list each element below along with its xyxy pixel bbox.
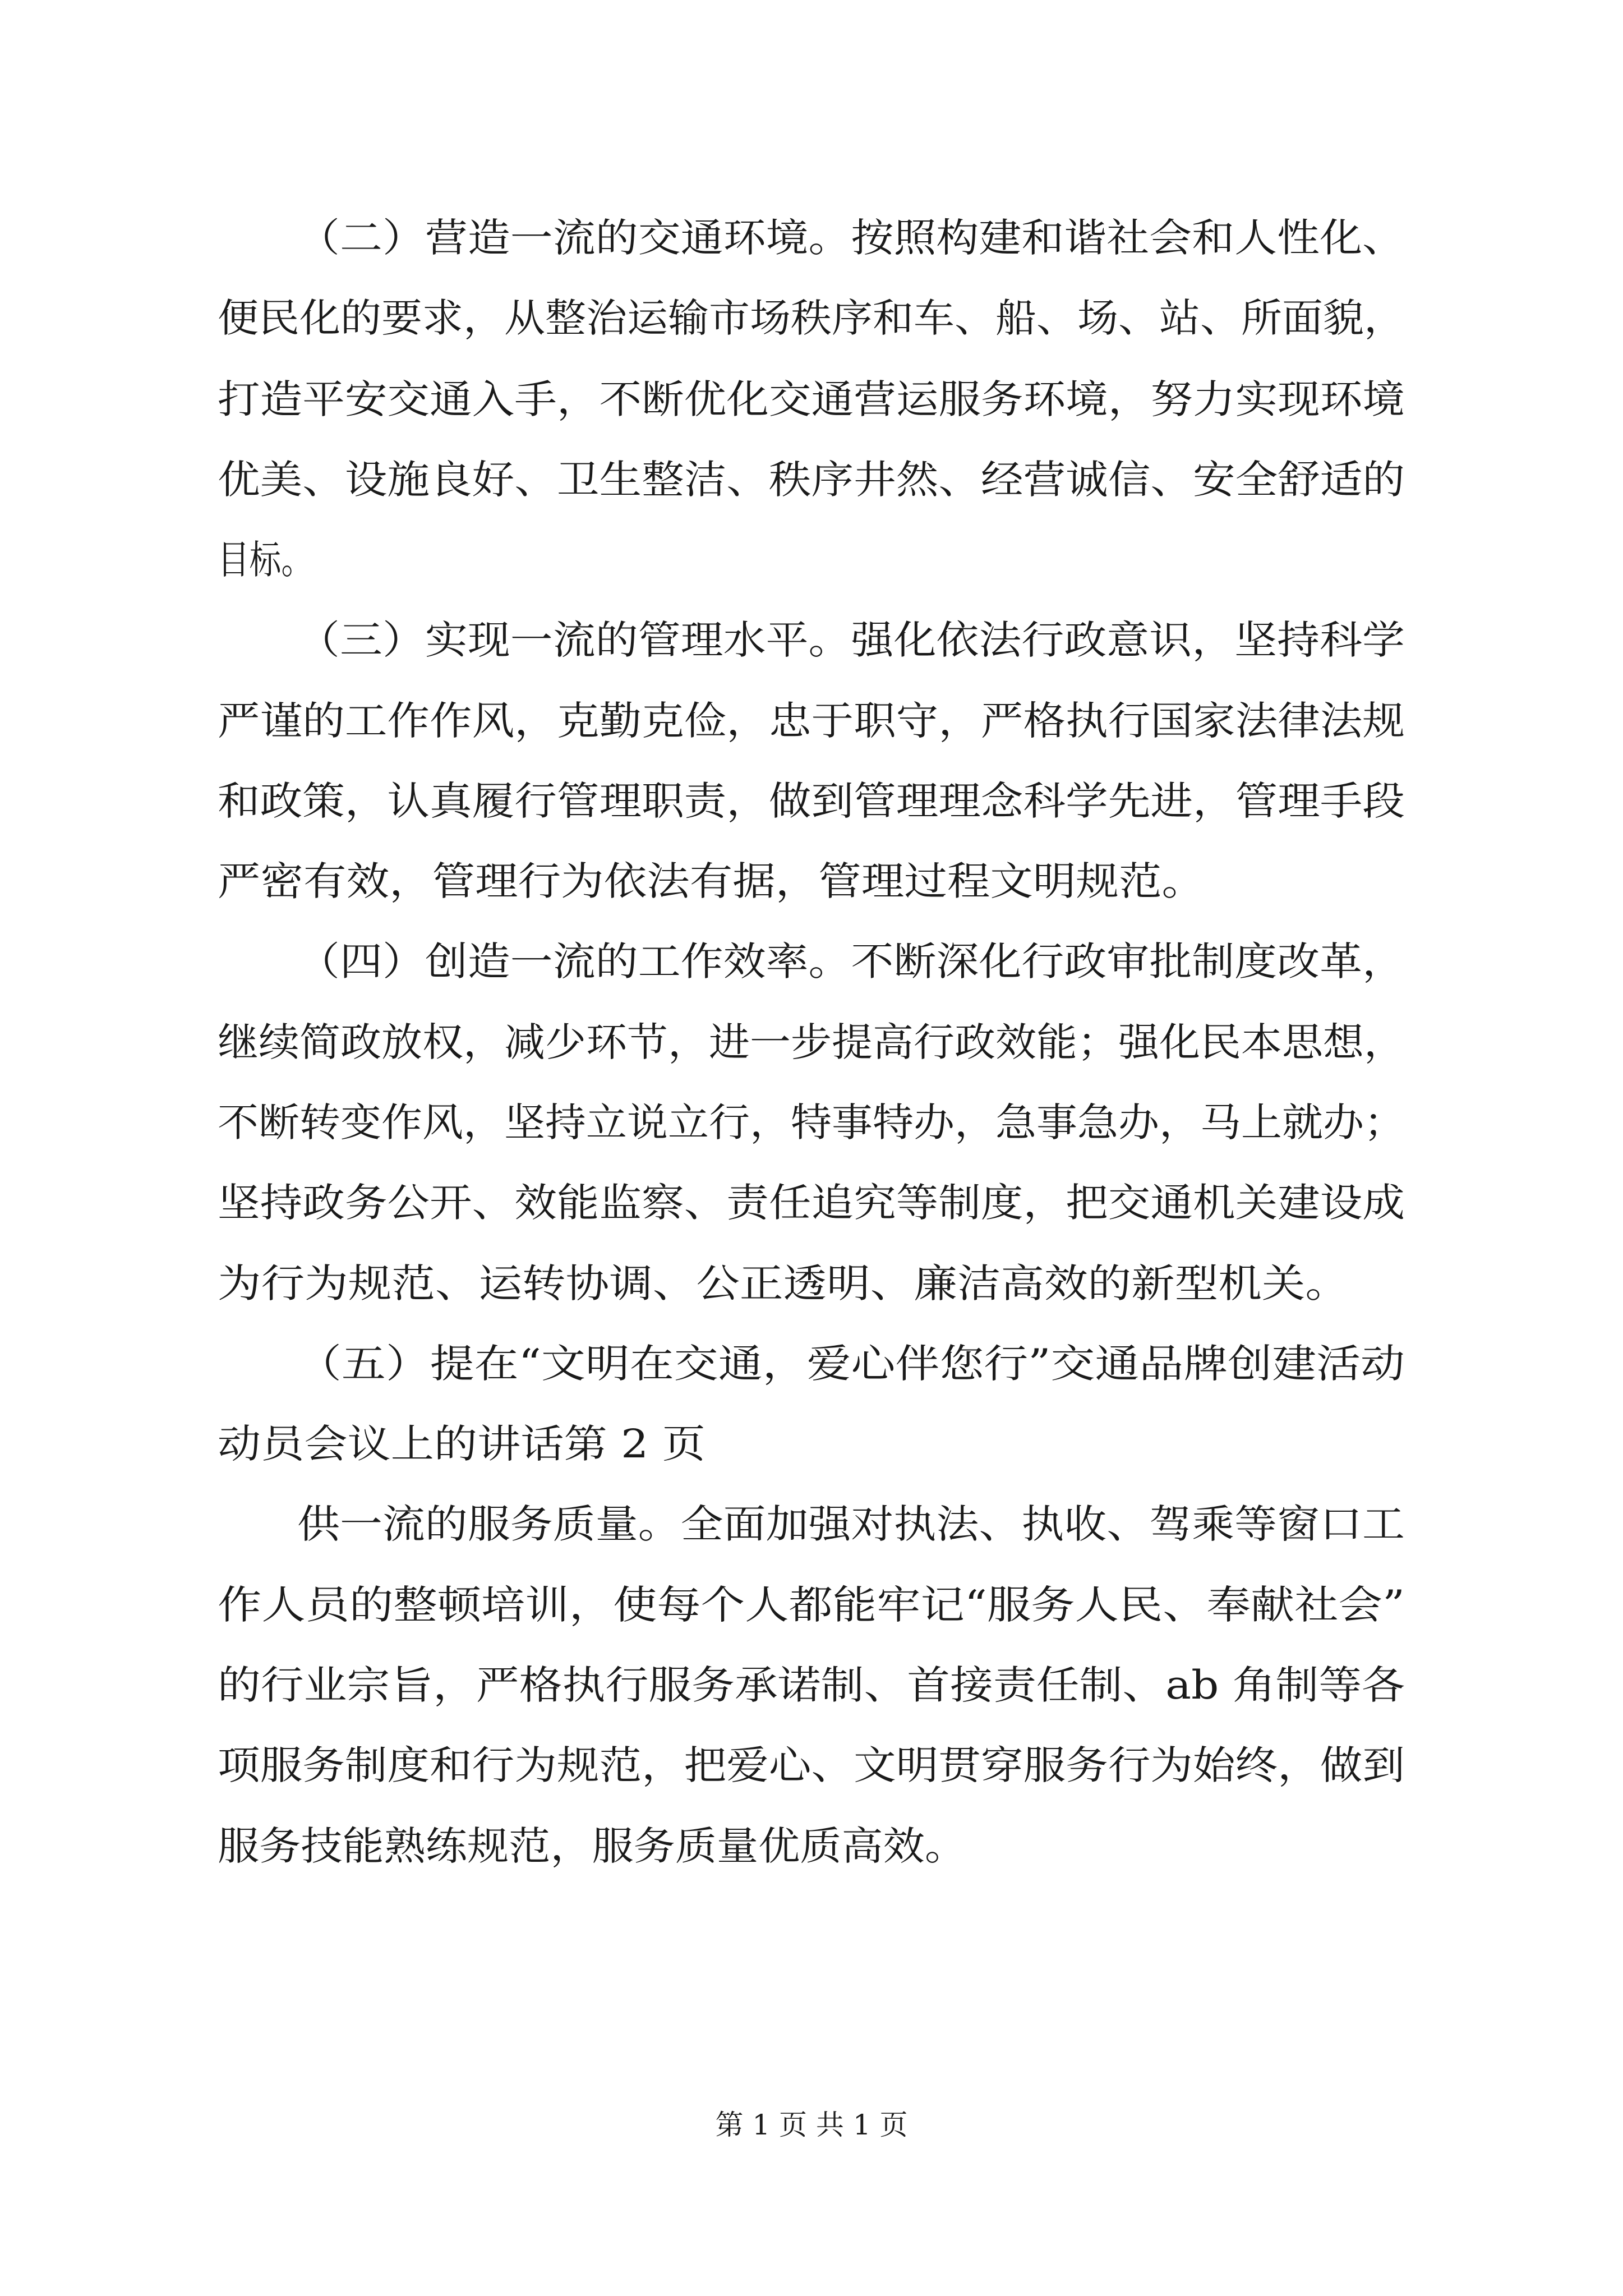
line-text: 为行为规范、运转协调、公正透明、廉洁高效的新型机关。	[218, 1260, 1349, 1306]
line-text: 服务技能熟练规范，服务质量优质高效。	[218, 1823, 966, 1869]
text-line	[0, 853, 1623, 909]
text-line	[0, 773, 1623, 829]
line-text: 动员会议上的讲话第 2 页	[218, 1421, 706, 1467]
text-line	[0, 1094, 1623, 1151]
line-text: 继续简政放权，减少环节，进一步提高行政效能；强化民本思想，	[218, 1019, 1405, 1065]
line-text: （四）创造一流的工作效率。不断深化行政审批制度改革，	[297, 938, 1405, 984]
line-text: 供一流的服务质量。全面加强对执法、执收、驾乘等窗口工	[297, 1501, 1405, 1547]
line-text: 坚持政务公开、效能监察、责任追究等制度，把交通机关建设成	[218, 1180, 1405, 1226]
text-line	[0, 1577, 1623, 1633]
line-text: 严密有效，管理行为依法有据，管理过程文明规范。	[218, 858, 1205, 904]
text-line	[0, 290, 1623, 346]
text-line	[0, 1657, 1623, 1713]
line-text: 的行业宗旨，严格执行服务承诺制、首接责任制、ab 角制等各	[218, 1662, 1405, 1708]
line-text: 打造平安交通入手，不断优化交通营运服务环境，努力实现环境	[218, 376, 1405, 422]
line-text: 严谨的工作作风，克勤克俭，忠于职守，严格执行国家法律法规	[218, 698, 1405, 744]
text-line	[0, 612, 1623, 668]
text-line	[0, 1496, 1623, 1552]
text-line	[0, 371, 1623, 427]
text-line	[0, 1416, 1623, 1472]
text-line	[0, 1175, 1623, 1231]
text-line	[0, 532, 1623, 588]
text-line	[0, 693, 1623, 749]
text-line	[0, 1014, 1623, 1070]
text-line	[0, 933, 1623, 990]
line-text: 目标。	[218, 537, 313, 583]
text-line	[0, 1336, 1623, 1392]
text-line	[0, 210, 1623, 266]
line-text: 项服务制度和行为规范，把爱心、文明贯穿服务行为始终，做到	[218, 1742, 1405, 1788]
text-line	[0, 1737, 1623, 1793]
page-footer	[0, 2102, 1623, 2147]
line-text: 不断转变作风，坚持立说立行，特事特办，急事急办，马上就办；	[218, 1099, 1405, 1145]
line-text: 和政策，认真履行管理职责，做到管理理念科学先进，管理手段	[218, 778, 1405, 824]
line-text: （三）实现一流的管理水平。强化依法行政意识，坚持科学	[297, 617, 1405, 663]
line-text: 优美、设施良好、卫生整洁、秩序井然、经营诚信、安全舒适的	[218, 457, 1405, 503]
line-text: 作人员的整顿培训，使每个人都能牢记“服务人民、奉献社会”	[218, 1582, 1405, 1628]
line-text: （二）营造一流的交通环境。按照构建和谐社会和人性化、	[297, 215, 1405, 261]
line-text: 便民化的要求，从整治运输市场秩序和车、船、场、站、所面貌，	[218, 295, 1405, 341]
text-line	[0, 1818, 1623, 1874]
text-line	[0, 452, 1623, 508]
page-number: 第 1 页 共 1 页	[715, 2109, 908, 2141]
line-text: （五）提在“文明在交通，爱心伴您行”交通品牌创建活动	[297, 1341, 1405, 1387]
text-line	[0, 1255, 1623, 1312]
